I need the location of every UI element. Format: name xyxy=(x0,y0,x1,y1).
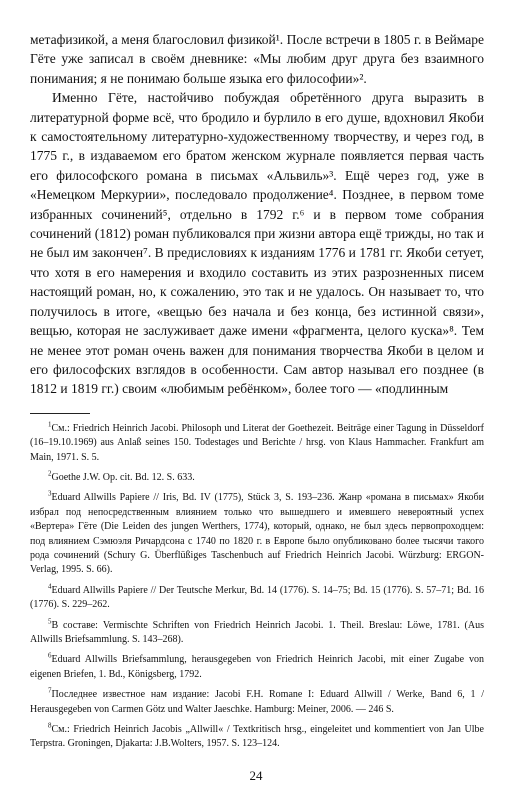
footnote-2 xyxy=(30,471,484,485)
footnote-6 xyxy=(30,653,484,682)
footnote-marker: 4 xyxy=(48,582,52,591)
paragraph-1: метафизикой, а меня благословил физикой¹. После встречи в 1805 г. в Веймаре Гёте уже записал в своём дневнике: «Мы любим друг друга без взаимного понимания; я не понимаю больше языка его философии»². xyxy=(30,32,484,86)
paragraph-2: Именно Гёте, настойчиво побуждая обретённого друга выразить в литературной форме всё, что бродило и бурлило в его душе, вдохновил Якоби к самостоятельному литературно-художественному творчеству, и через год, в 1775 г., в издаваемом его братом женском журнале появляется первая часть его философского романа в письмах «Альвиль»³. Ещё через год, уже в «Немецком Меркурии», последовало продолжение⁴. Позднее, в первом томе избранных сочинений⁵, отдельно в 1792 г.⁶ и в первом томе собрания сочинений (1812) роман публиковался при жизни автора ещё трижды, но так и не был им закончен⁷. В предисловиях к изданиям 1776 и 1781 гг. Якоби сетует, что хотя в его намерения и входило составить из этих разрозненных писем настоящий роман, но, к сожалению, это так и не удалось. Он называет то, что получилось в итоге, «вещью без начала и без конца, без истинной связи», вещью, которая не заслуживает даже имени «фрагмента, целого куска»⁸. Тем не менее этот роман очень важен для понимания творчества Якоби в целом и его философских взглядов в особенности. Сам автор называл его позднее (в 1812 и 1819 гг.) своим «любимым ребёнком», более того — «подлинным xyxy=(30,90,484,397)
footnote-text: В составе: Vermischte Schriften von Friedrich Heinrich Jacobi. 1. Theil. Breslau: Löwe, 1781. (Aus Allwills Briefsammlung. S. 143–268). xyxy=(30,619,484,645)
page-content xyxy=(30,30,484,758)
footnote-marker: 8 xyxy=(48,721,52,730)
footnote-marker: 3 xyxy=(48,490,52,499)
footnote-marker: 7 xyxy=(48,686,52,695)
footnote-7 xyxy=(30,688,484,717)
footnote-text: См.: Friedrich Heinrich Jacobi. Philosoph und Literat der Goethezeit. Beiträge einer Tagung in Düsseldorf (16–19.10.1969) aus Anlaß seines 150. Todestages und Berichte / hrsg. von Klaus Hammacher. Frankfurt am Main, 1971. S. 5. xyxy=(30,422,484,463)
footnote-4 xyxy=(30,584,484,613)
footnote-1 xyxy=(30,422,484,465)
footnote-text: Последнее известное нам издание: Jacobi F.H. Romane I: Eduard Allwill / Werke, Band 6, 1 / Herausgegeben von Carmen Götz und Walter Jaeschke. Hamburg: Meiner, 2006. — 246 S. xyxy=(30,689,484,715)
footnote-text: Eduard Allwills Papiere // Der Teutsche Merkur, Bd. 14 (1776). S. 14–75; Bd. 15 (1776). S. 57–71; Bd. 16 (1776). S. 229–262. xyxy=(30,584,484,611)
page-number: 24 xyxy=(249,768,263,783)
footnote-8 xyxy=(30,723,484,752)
footnote-divider xyxy=(30,413,90,414)
footnote-marker: 6 xyxy=(48,652,52,661)
footnote-5 xyxy=(30,619,484,648)
footnote-text: См.: Friedrich Heinrich Jacobis „Allwill« / Textkritisch hrsg., eingeleitet und kommentiert von Jan Ulbe Terpstra. Groningen, Djakarta: J.B.Wolters, 1957. S. 123–124. xyxy=(30,724,484,750)
footnotes xyxy=(30,422,484,752)
main-text xyxy=(30,30,484,399)
footnote-marker: 1 xyxy=(48,420,52,429)
footnote-text: Eduard Allwills Papiere // Iris, Bd. IV (1775), Stück 3, S. 193–236. Жанр «романа в письмах» Якоби избрал под непосредственным влиянием только что вышедшего и имевшего невероятный успех «Вертера» Гёте (Die Leiden des jungen Werthers, 1774), который, однако, не был здесь первопроходцем: под влиянием Сэмюэля Ричардсона с 1740 по 1820 г. в Европе было опубликовано более тысячи такого рода сочинений (Schury G. Überflüßiges Taschenbuch auf Friedrich Heinrich Jacobi. Würzburg: ERGON-Verlag, 1995. S. 66). xyxy=(30,492,484,576)
footnote-marker: 2 xyxy=(48,469,52,478)
footnote-text: Eduard Allwills Briefsammlung, herausgegeben von Friedrich Heinrich Jacobi, mit einer Zugabe von eigenen Briefen, 1. Bd., Königsberg, 1792. xyxy=(30,654,484,680)
footnote-text: Goethe J.W. Op. cit. Bd. 12. S. 633. xyxy=(51,471,195,483)
footnote-marker: 5 xyxy=(48,617,52,626)
footnote-3 xyxy=(30,491,484,577)
